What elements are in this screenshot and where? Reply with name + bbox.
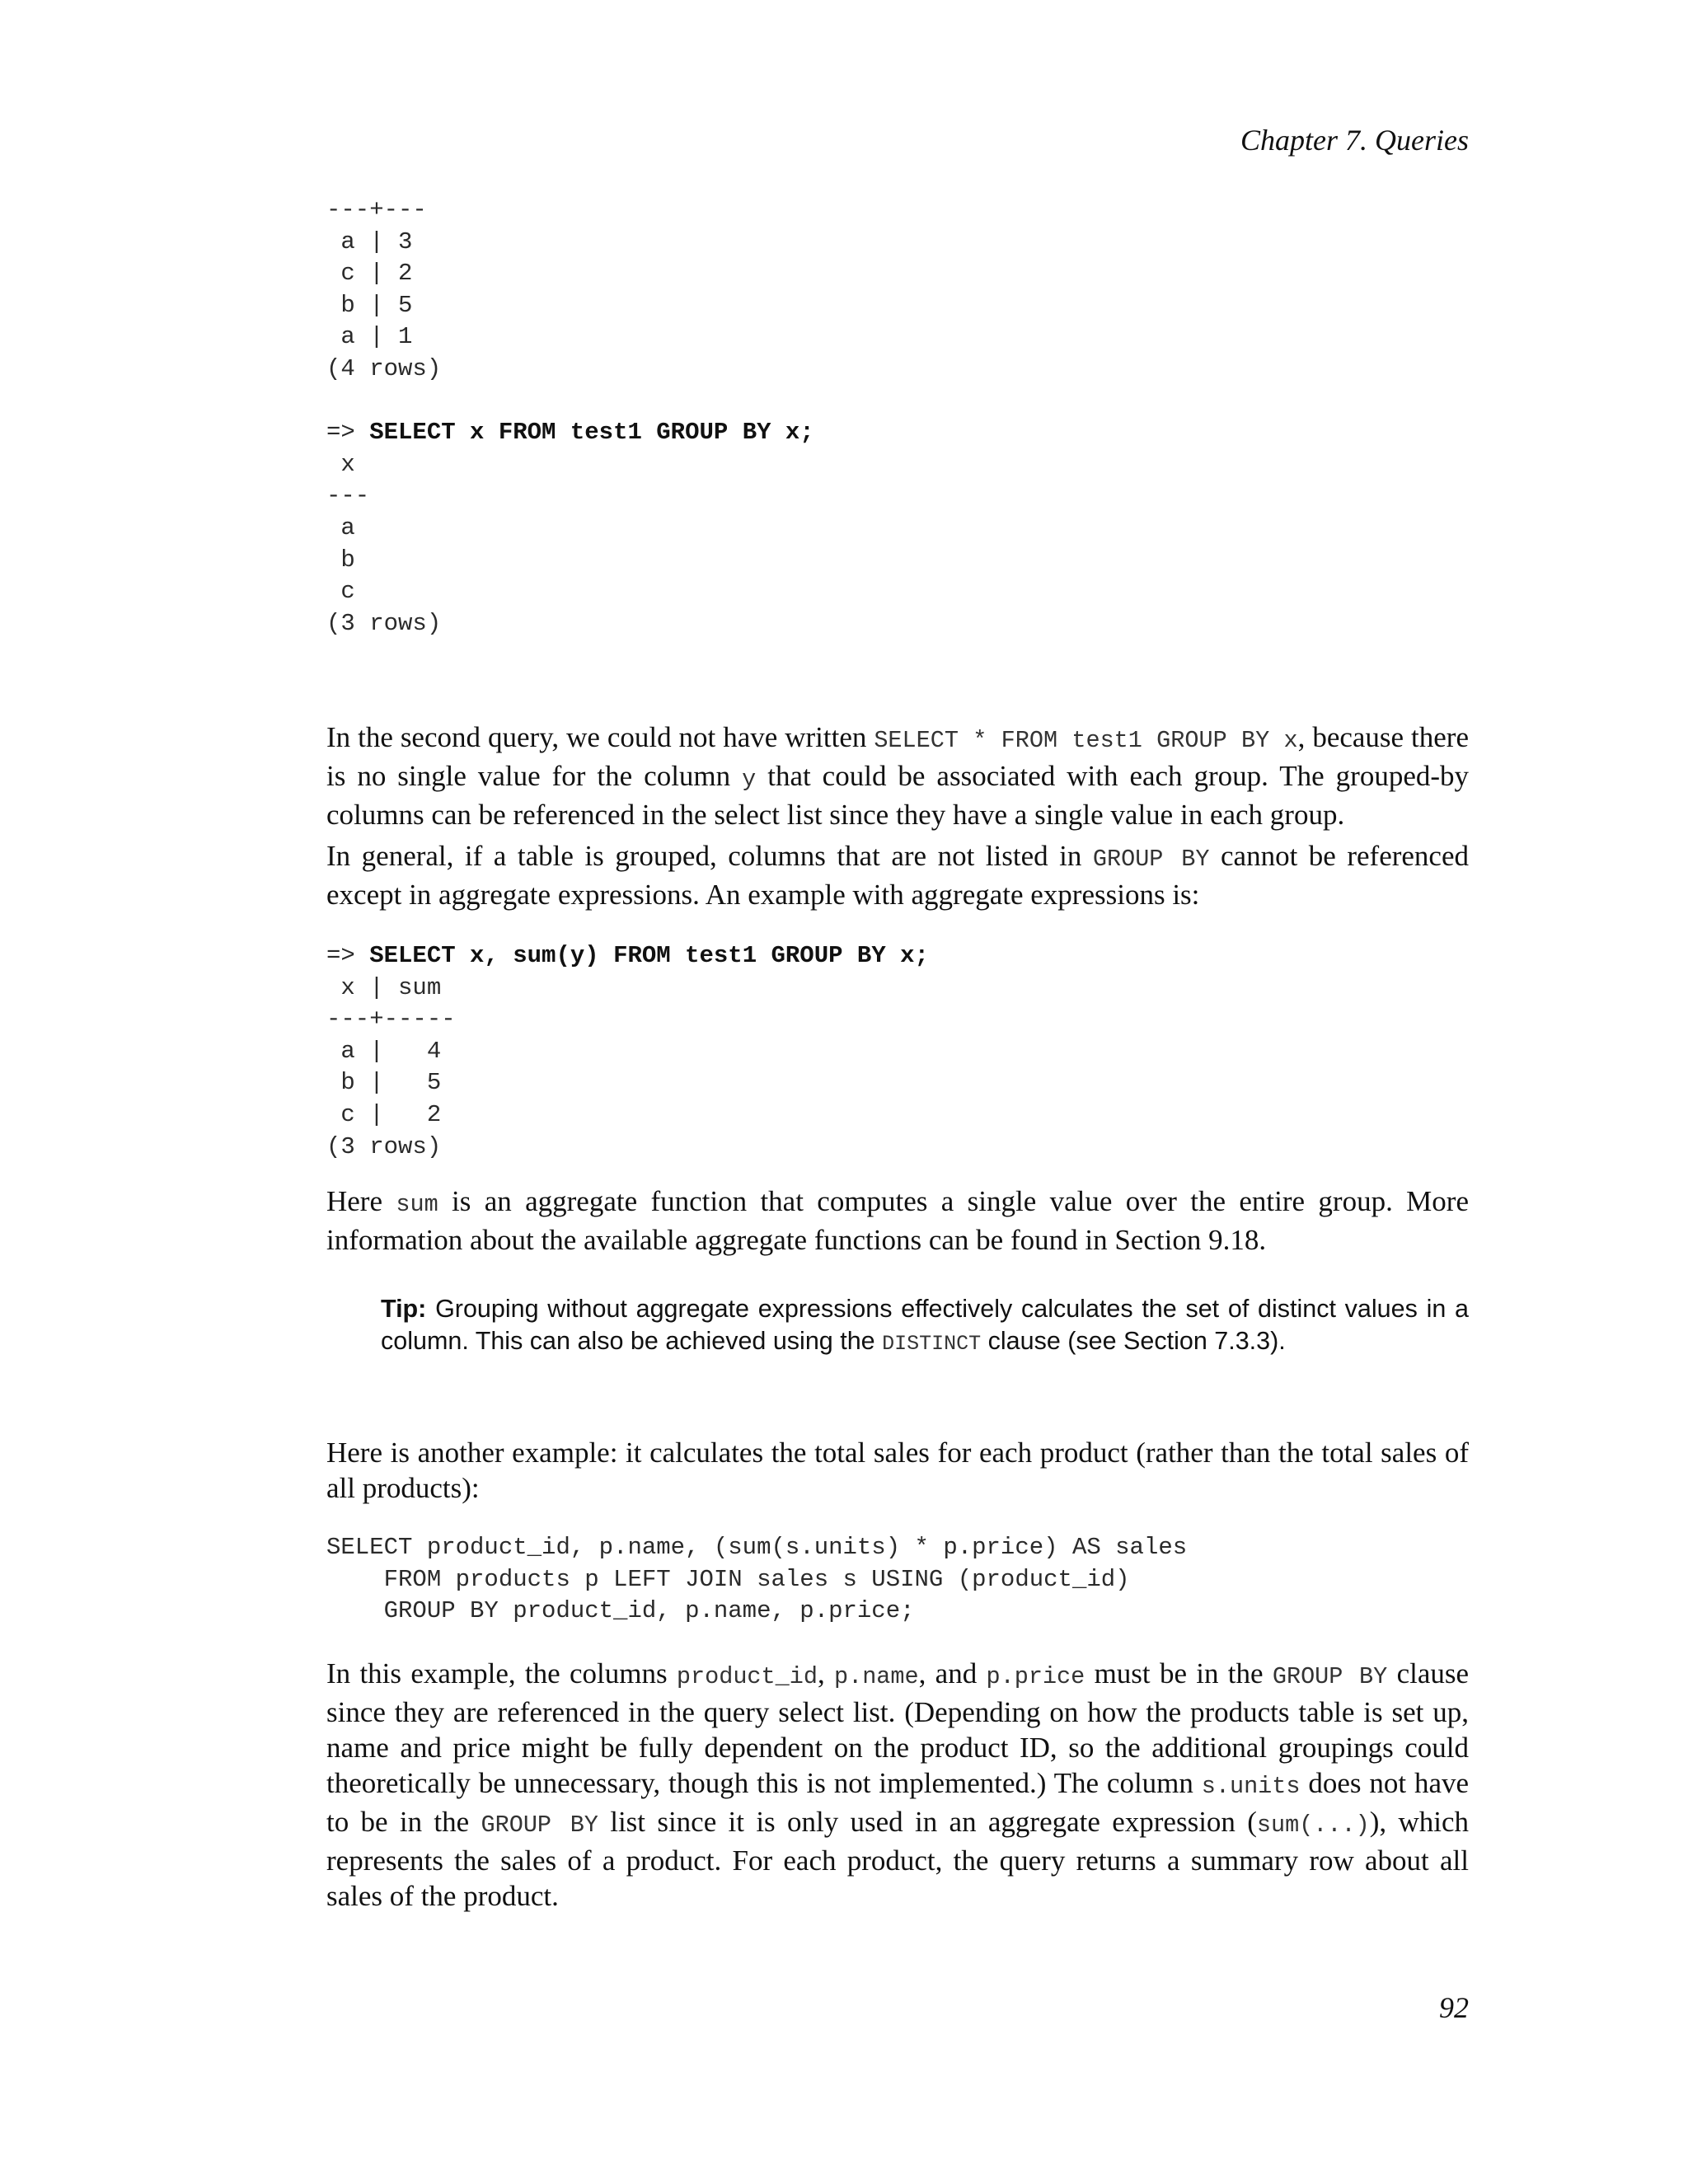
text: is an aggregate function that computes a single value over the entire group. More information about the available aggregate functions can be found in Section 9.18.	[326, 1185, 1469, 1256]
code-line: a | 4	[326, 1037, 442, 1065]
code-line: c | 2	[326, 1100, 442, 1128]
tip-label: Tip:	[381, 1295, 427, 1323]
code-command: SELECT x, sum(y) FROM test1 GROUP BY x;	[369, 942, 929, 969]
inline-code: p.price	[986, 1663, 1085, 1690]
text: list since it is only used in an aggregate expression (	[598, 1806, 1257, 1838]
code-command: SELECT x FROM test1 GROUP BY x;	[369, 419, 814, 447]
code-line: ---	[326, 482, 370, 510]
code-line: FROM products p LEFT JOIN sales s USING (product_id)	[326, 1565, 1130, 1593]
code-line: b	[326, 546, 355, 574]
paragraph-columns-explanation	[326, 1656, 1469, 1914]
code-block-sum-example	[326, 940, 929, 1163]
code-block-group-by-x	[326, 194, 814, 640]
tip-note	[381, 1293, 1469, 1360]
inline-code: GROUP BY	[1092, 846, 1210, 873]
text: In general, if a table is grouped, columns that are not listed in	[326, 840, 1093, 872]
code-line: c	[326, 578, 355, 606]
inline-code: p.name	[834, 1663, 919, 1690]
code-line: x | sum	[326, 973, 442, 1001]
code-line: (4 rows)	[326, 354, 442, 382]
paragraph-another-example: Here is another example: it calculates the total sales for each product (rather than the total sales of all products):	[326, 1436, 1469, 1504]
code-line: a | 3	[326, 227, 413, 255]
text: Grouping without aggregate expressions effectively calculates the set of distinct values in a column. This can also be achieved using the	[381, 1295, 1469, 1355]
code-line: b | 5	[326, 291, 413, 319]
code-line: (3 rows)	[326, 1132, 442, 1160]
text: In the second query, we could not have written	[326, 721, 874, 753]
code-line: a | 1	[326, 323, 413, 351]
code-prompt: =>	[326, 942, 370, 969]
text: that could be associated with each group. The grouped-by columns can be referenced in the select list since they have a single value in each group.	[326, 760, 1470, 831]
paragraph-grouped-columns	[326, 838, 1469, 912]
text: ,	[817, 1657, 834, 1690]
code-line: GROUP BY product_id, p.name, p.price;	[326, 1597, 915, 1625]
text: must be in the	[1085, 1657, 1273, 1690]
code-line: a	[326, 513, 355, 541]
inline-code: s.units	[1201, 1773, 1301, 1800]
chapter-header: Chapter 7. Queries	[1240, 124, 1469, 157]
inline-code: y	[742, 766, 757, 793]
text: clause since they are referenced in the query select list. (Depending on how the products table is set up, name and price might be fully dependent on the product ID, so the additional groupings could theoretically be unnecessary, though this is not implemented.) The column	[326, 1657, 1470, 1799]
code-line: ---+-----	[326, 1005, 456, 1033]
code-line: c | 2	[326, 260, 413, 288]
paragraph-second-query	[326, 719, 1469, 832]
code-line: b | 5	[326, 1069, 442, 1097]
text: Here	[326, 1185, 396, 1217]
text: cannot be referenced except in aggregate expressions. An example with aggregate expressions is:	[326, 840, 1469, 911]
inline-code: sum(...)	[1256, 1811, 1370, 1839]
inline-code: GROUP BY	[1272, 1663, 1388, 1690]
page-number: 92	[1439, 1991, 1469, 2024]
code-line: ---+---	[326, 196, 427, 223]
code-block-product-sales	[326, 1532, 1187, 1628]
code-prompt: =>	[326, 419, 370, 447]
text: , and	[918, 1657, 987, 1690]
text: , because there is no single value for the column	[326, 721, 1469, 792]
code-line: SELECT product_id, p.name, (sum(s.units) * p.price) AS sales	[326, 1534, 1188, 1561]
inline-code: SELECT * FROM test1 GROUP BY x	[874, 727, 1298, 754]
inline-code: product_id	[676, 1663, 818, 1690]
inline-code: GROUP BY	[481, 1811, 598, 1839]
inline-code: DISTINCT	[882, 1332, 982, 1356]
code-line: (3 rows)	[326, 609, 442, 637]
text: ), which represents the sales of a product. For each product, the query returns a summary row about all sales of the product.	[326, 1806, 1469, 1912]
code-line: x	[326, 450, 355, 478]
text: does not have to be in the	[326, 1767, 1470, 1838]
text: clause (see Section 7.3.3).	[981, 1327, 1286, 1355]
paragraph-sum-aggregate	[326, 1183, 1469, 1258]
inline-code: sum	[396, 1191, 438, 1218]
text: In this example, the columns	[326, 1657, 677, 1690]
